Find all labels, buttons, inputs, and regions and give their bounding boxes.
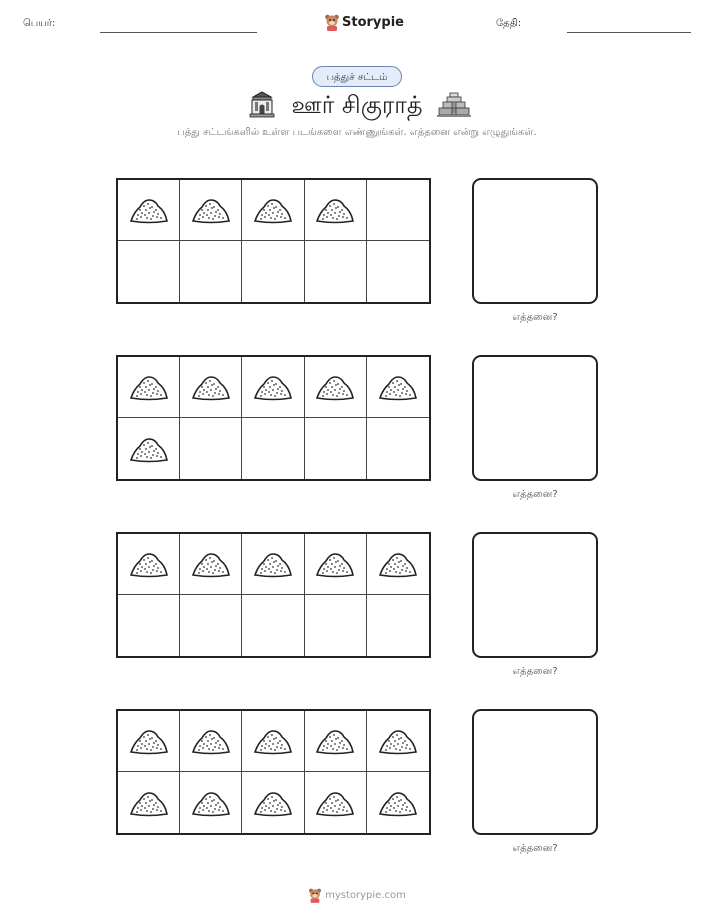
category-badge: பத்துச் சட்டம் xyxy=(312,66,402,87)
frame-cell xyxy=(118,534,180,595)
grain-pile-icon xyxy=(128,433,170,465)
grain-pile-icon xyxy=(190,194,232,226)
date-label: தேதி: xyxy=(496,18,522,29)
footer-site[interactable]: mystorypie.com xyxy=(325,889,406,901)
footer xyxy=(0,887,714,903)
storypie-logo xyxy=(324,13,404,31)
logo-text: Storypie xyxy=(342,14,404,30)
how-many-label-2: எத்தனை? xyxy=(512,489,558,500)
grain-pile-icon xyxy=(128,725,170,757)
grain-pile-icon xyxy=(128,787,170,819)
answer-box-2[interactable] xyxy=(472,355,598,481)
how-many-label-3: எத்தனை? xyxy=(512,666,558,677)
frame-cell xyxy=(305,534,367,595)
frame-cell xyxy=(305,241,367,302)
frame-cell xyxy=(242,595,304,656)
ten-frame-2 xyxy=(116,355,431,481)
answer-box-1[interactable] xyxy=(472,178,598,304)
ziggurat-icon xyxy=(436,90,472,118)
bear-mascot-icon xyxy=(308,887,322,903)
grain-pile-icon xyxy=(252,548,294,580)
frame-cell xyxy=(118,772,180,833)
grain-pile-icon xyxy=(128,548,170,580)
frame-cell xyxy=(180,357,242,418)
frame-cell xyxy=(118,180,180,241)
grain-pile-icon xyxy=(128,371,170,403)
frame-cell xyxy=(367,241,429,302)
frame-cell xyxy=(305,595,367,656)
frame-cell xyxy=(305,711,367,772)
grain-pile-icon xyxy=(314,371,356,403)
grain-pile-icon xyxy=(252,787,294,819)
how-many-label-4: எத்தனை? xyxy=(512,843,558,854)
grain-pile-icon xyxy=(190,548,232,580)
date-line[interactable] xyxy=(567,32,691,33)
frame-cell xyxy=(367,711,429,772)
frame-cell xyxy=(180,418,242,479)
grain-pile-icon xyxy=(252,371,294,403)
frame-cell xyxy=(242,772,304,833)
frame-cell xyxy=(367,180,429,241)
frame-cell xyxy=(118,241,180,302)
frame-cell xyxy=(367,534,429,595)
grain-pile-icon xyxy=(314,787,356,819)
frame-cell xyxy=(305,772,367,833)
frame-cell xyxy=(242,357,304,418)
grain-pile-icon xyxy=(314,725,356,757)
frame-cell xyxy=(305,418,367,479)
frame-cell xyxy=(305,357,367,418)
frame-cell xyxy=(118,711,180,772)
frame-cell xyxy=(118,418,180,479)
ten-frame-4 xyxy=(116,709,431,835)
worksheet-title: ஊர் சிகுராத் xyxy=(291,91,423,119)
frame-cell xyxy=(367,772,429,833)
grain-pile-icon xyxy=(377,725,419,757)
bear-mascot-icon xyxy=(324,13,340,31)
frame-cell xyxy=(305,180,367,241)
grain-pile-icon xyxy=(377,371,419,403)
grain-pile-icon xyxy=(314,548,356,580)
frame-cell xyxy=(242,534,304,595)
grain-pile-icon xyxy=(190,787,232,819)
frame-cell xyxy=(180,711,242,772)
grain-pile-icon xyxy=(190,725,232,757)
grain-pile-icon xyxy=(377,787,419,819)
answer-box-3[interactable] xyxy=(472,532,598,658)
grain-pile-icon xyxy=(252,725,294,757)
grain-pile-icon xyxy=(377,548,419,580)
frame-cell xyxy=(180,241,242,302)
frame-cell xyxy=(242,711,304,772)
frame-cell xyxy=(367,418,429,479)
grain-pile-icon xyxy=(190,371,232,403)
frame-cell xyxy=(118,357,180,418)
frame-cell xyxy=(180,534,242,595)
name-label: பெயர்: xyxy=(23,18,56,29)
frame-cell xyxy=(180,772,242,833)
grain-pile-icon xyxy=(128,194,170,226)
frame-cell xyxy=(242,241,304,302)
frame-cell xyxy=(367,357,429,418)
grain-pile-icon xyxy=(314,194,356,226)
instructions: பத்து சட்டங்களில் உள்ள படங்களை எண்ணுங்கள். எத்தனை என்று எழுதுங்கள். xyxy=(177,127,537,138)
frame-cell xyxy=(180,180,242,241)
name-line[interactable] xyxy=(100,32,257,33)
ten-frame-1 xyxy=(116,178,431,304)
frame-cell xyxy=(242,180,304,241)
frame-cell xyxy=(242,418,304,479)
answer-box-4[interactable] xyxy=(472,709,598,835)
frame-cell xyxy=(180,595,242,656)
ten-frame-3 xyxy=(116,532,431,658)
frame-cell xyxy=(118,595,180,656)
grain-pile-icon xyxy=(252,194,294,226)
frame-cell xyxy=(367,595,429,656)
how-many-label-1: எத்தனை? xyxy=(512,312,558,323)
